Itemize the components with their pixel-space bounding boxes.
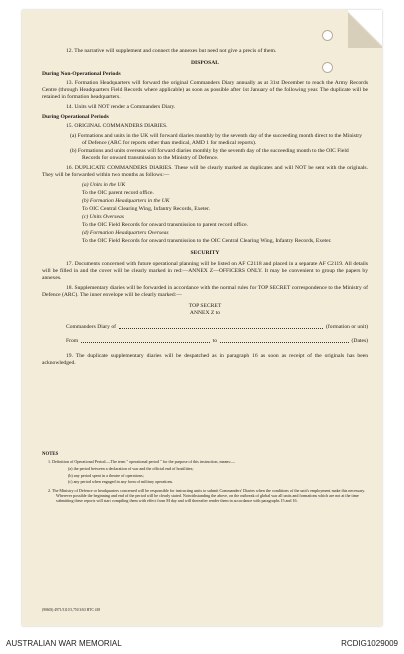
form-formation-label: (formation or unit) [326,324,368,330]
subheading-non-operational: During Non-Operational Periods [42,71,121,77]
form-line-diary-of [66,324,368,331]
paragraph-18: 18. Supplementary diaries will be forwarded in accordance with the normal rules for TOP SECRET correspondence to the Ministry of Defence (ARC). The inner envelope will be clearly marked:— [42,285,368,298]
form-from-label: From [66,338,79,344]
paragraph-16c-title [42,214,368,221]
paragraph-16b-title-text: (b) Formation Headquarters in the UK [82,198,170,204]
notes-heading: NOTES [42,452,59,457]
printer-imprint: (90603) 4971/3110 5,750 3/63 HTC 418 [42,608,101,612]
note-1: 1. Definition of Operational Period.—The term " operational period " for the purpose of this instruction, means:— [48,459,236,465]
punch-hole-top [322,30,333,41]
note-1b: (b) any period spent in a theatre of operations; [68,472,144,478]
form-diary-of-label: Commanders Diary of [66,324,117,330]
paragraph-16c-title-text: (c) Units Overseas [82,214,124,220]
paragraph-13: 13. Formation Headquarters will forward the original Commanders Diary annually as at 31st December to reach the Army Records Centre (through Headquarters Field Records where applicable) as soon as possible after 1st January of the following year. The duplicate will be retained in formation headquarters. [42,80,368,100]
paragraph-16b-title [42,198,368,205]
form-line-dates [66,338,368,345]
form-diary-of-blank [119,324,323,329]
heading-disposal: DISPOSAL [191,60,219,66]
heading-security: SECURITY [190,250,220,256]
paragraph-16b-text: To OIC Central Clearing Wing, Infantry Records, Exeter. [82,206,210,212]
document-body [42,48,368,370]
paragraph-12: 12. The narrative will supplement and connect the annexes but need not give a precis of them. [66,48,277,54]
paragraph-15: 15. ORIGINAL COMMANDERS DIARIES. [66,123,168,129]
note-2: 2. The Ministry of Defence or headquarters concerned will be responsible for instructing units to submit Commanders' Diaries when the conditions of the unit's employment make this necessary. Wherever possible the beginning and end of the period will be clearly stated. Notwithstanding the above, on the outbreak of global war all units and formations which are not at the time submitting these reports will start compiling them with effect from M day and will thereafter render them in accordance with paragraphs 15 and 16. [48,488,366,504]
paragraph-14: 14. Units will NOT render a Commanders Diary. [66,104,176,110]
notes-section [42,452,368,506]
paragraph-16d-title-text: (d) Formation Headquarters Overseas [82,230,169,236]
paragraph-17: 17. Documents concerned with future operational planning will be listed on AF C2118 and placed in a separate AF C2119. All details will be filled in and the cover will be clearly marked in red:—ANNEX Z—OFFICERS ONLY. It may be convenient to group the papers by annexes. [42,261,368,281]
footer-source: AUSTRALIAN WAR MEMORIAL [6,639,122,648]
document-page [22,10,382,626]
form-to-blank [220,338,349,343]
form-from-blank [81,338,210,343]
paragraph-16d-title [42,230,368,237]
paragraph-16: 16. DUPLICATE COMMANDERS DIARIES. These will be clearly marked as duplicates and will NOT be sent with the originals. They will be forwarded within two months as follows:— [42,165,368,178]
note-1c: (c) any period when engaged in any form of military operations. [68,478,174,484]
form-to-label: to [212,338,218,344]
folded-corner [348,10,382,48]
form-dates-label: (Dates) [351,338,369,344]
archive-footer [0,632,404,654]
annex-z-label: ANNEX Z to [189,310,221,316]
top-secret-label: TOP SECRET [188,303,222,309]
paragraph-16a-title [42,182,368,189]
paragraph-16a-title-text: (a) Units in the UK [82,182,126,188]
note-1a: (a) the period between a declaration of war and the official end of hostilities; [68,466,194,472]
paragraph-19: 19. The duplicate supplementary diaries will be despatched as in paragraph 16 as soon as receipt of the originals has been acknowledged. [42,353,368,366]
paragraph-16a-text: To the OIC parent record office. [82,190,154,196]
footer-reference: RCDIG1029009 [341,639,398,648]
paragraph-15b: (b) Formations and units overseas will forward diaries monthly by the seventh day of the succeeding month to the OIC Field Records for onward transmission to the Ministry of Defence. [70,148,349,161]
paragraph-15a: (a) Formations and units in the UK will forward diaries monthly by the seventh day of the succeeding month direct to the Ministry of Defence (ARC for reports other than medical, AMD 1 for medical reports). [70,133,363,146]
paragraph-16c-text: To the OIC Field Records for onward transmission to parent record office. [82,222,249,228]
subheading-operational: During Operational Periods [42,114,109,120]
paragraph-16d-text: To the OIC Field Records for onward transmission to the OIC Central Clearing Wing, Infantry Records, Exeter. [82,238,332,244]
